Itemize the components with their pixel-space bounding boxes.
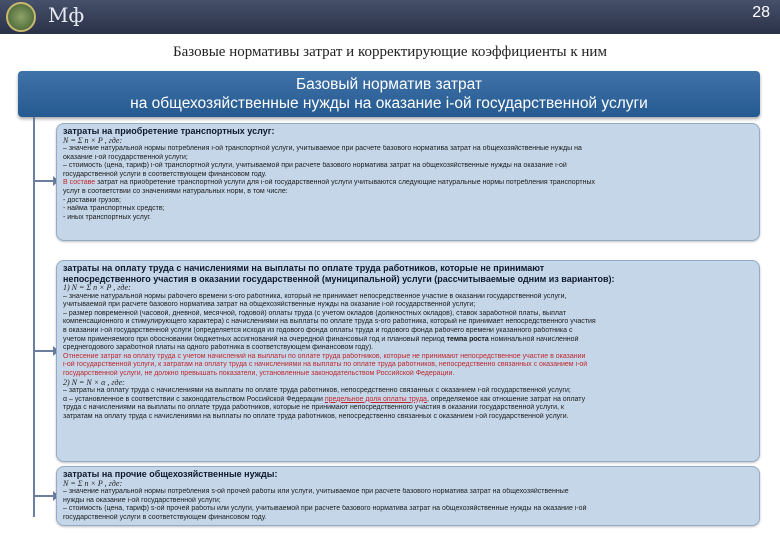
top-bar xyxy=(0,0,780,34)
panel-heading: затраты на приобретение транспортных услуг: xyxy=(63,126,275,136)
connector-line xyxy=(33,117,35,517)
text-line: среднегодового заработной платы на одного работника в соответствующем финансовом году). xyxy=(63,344,374,352)
formula: N = Σ n × P , где: xyxy=(63,479,123,488)
text-line: В составе затрат на приобретение транспортной услуги для i-ой государственной услуги учитываются следующие натуральные нормы потребления транспортных xyxy=(63,179,596,187)
text-line: – значение натуральной нормы рабочего времени s-ого работника, который не принимает непосредственное участие в оказании государственной услуги, xyxy=(63,292,567,300)
panel-heading-1: затраты на оплату труда с начислениями на выплаты по оплате труда работников, которые не принимают xyxy=(63,263,545,273)
connector-arrow-2 xyxy=(33,350,55,352)
text-line: – размер повременной (часовой, дневной, месячной, годовой) оплаты труда (с учетом окладов (должностных окладов), ставок заработной платы, выплат xyxy=(63,309,566,317)
section-banner xyxy=(18,71,760,117)
text-line: – значение натуральной нормы потребления s-ой прочей работы или услуги, учитываемое при расчете базового норматива затрат на общехозяйственные xyxy=(63,488,569,496)
text-line: учитываемой при расчете базового норматива затрат на общехозяйственные нужды на оказание i-ой государственной услуги; xyxy=(63,301,476,309)
bold-term: темпа роста xyxy=(446,335,489,343)
emblem-icon xyxy=(6,2,36,32)
text-line: компенсационного и стимулирующего характера) с начислениями на выплаты по оплате труда s-ого работника, который не принимает непосредственного участия xyxy=(63,318,596,326)
connector-arrow-1 xyxy=(33,180,55,182)
formula-2: 2) N = N × α , где: xyxy=(63,378,125,387)
text-line: – стоимость (цена, тариф) i-ой транспортной услуги, учитываемой при расчете базового норматива затрат на общехозяйственные нужды на оказание i-ой xyxy=(63,162,567,170)
text-line: нужды на оказание i-ой государственной услуги; xyxy=(63,496,221,504)
text-line: государственной услуги в соответствующем финансовом году. xyxy=(63,513,267,521)
text-line: государственной услуги в соответствующем финансовом году. xyxy=(63,170,267,178)
text-line: – затраты на оплату труда с начислениями на выплаты по оплате труда работников, непосредственно связанных с оказанием i-ой государственной услуги; xyxy=(63,387,571,395)
page-title: Базовые нормативы затрат и корректирующие коэффициенты к ним xyxy=(173,44,607,60)
text-line: в оказании i-ой государственной услуги (определяется исходя из годового фонда оплаты труда и годового фонда рабочего времени указанного работника с xyxy=(63,326,573,334)
list-item: - найма транспортных средств; xyxy=(63,205,165,213)
banner-line-2: на общехозяйственные нужды на оказание i-ой государственной услуги xyxy=(130,95,648,112)
formula: N = Σ n × P , где: xyxy=(63,136,123,145)
warning-line: Отнесение затрат на оплату труда с учетом начислений на выплаты по оплате труда работников, которые не принимают непосредственное участие в оказании xyxy=(63,352,586,360)
warning-line: государственной услуги, не должно превышать показатели, установленные законодательством Российской Федерации. xyxy=(63,369,455,377)
banner-line-1: Базовый норматив затрат xyxy=(295,76,483,93)
labor-costs-panel xyxy=(56,260,760,462)
logo-text: Мф xyxy=(48,3,85,27)
text-line: α – установленное в соответствии с законодательством Российской Федерации предельное доля оплаты труда, определяемое как отношение затрат на оплату xyxy=(63,395,586,403)
formula-1: 1) N = Σ n × P , где: xyxy=(63,284,131,292)
text-line: услуг в соответствии со значениями натуральных норм, в том числе: xyxy=(63,188,288,196)
text-line: оказание i-ой государственной услуги; xyxy=(63,153,188,161)
regulation-link[interactable]: предельное доля оплаты труда xyxy=(324,395,427,403)
panel-heading-2: непосредственного участия в оказании государственной (муниципальной) услуги (рассчитываемые одним из вариантов): xyxy=(63,273,615,284)
connector-arrow-3 xyxy=(33,495,55,497)
list-item: - иных транспортных услуг. xyxy=(63,213,152,221)
other-costs-panel xyxy=(56,466,760,526)
warning-line: i-ой государственной услуги, к затратам на оплату труда с начислениями на выплаты по оплате труда работников, непосредственно связанных с оказанием i-ой xyxy=(63,361,588,369)
text-line: – значение натуральной нормы потребления i-ой транспортной услуги, учитываемое при расчете базового норматива затрат на общехозяйственные нужды на xyxy=(63,145,582,153)
page-number: 28 xyxy=(752,4,770,21)
text-line: – стоимость (цена, тариф) s-ой прочей работы или услуги, учитываемой при расчете базового норматива затрат на общехозяйственные нужды на оказание i-ой xyxy=(63,505,587,513)
panel-heading: затраты на прочие общехозяйственные нужды: xyxy=(63,469,278,479)
red-term: В составе xyxy=(63,179,96,187)
transport-costs-panel xyxy=(56,123,760,241)
list-item: - доставки грузов; xyxy=(63,196,121,204)
text-line: труда с начислениями на выплаты по оплате труда работников, которые не принимают непосредственного участия в оказании государственной услуги, к xyxy=(63,404,564,412)
text-line: затратам на оплату труда с начислениями на выплаты по оплате труда работников, непосредственно связанных с оказанием i-ой государственной услуги. xyxy=(63,412,569,420)
text-line: учетом применяемого при обосновании бюджетных ассигнований на очередной финансовый год и плановый период темпа роста номинальной начисленной xyxy=(63,335,579,343)
